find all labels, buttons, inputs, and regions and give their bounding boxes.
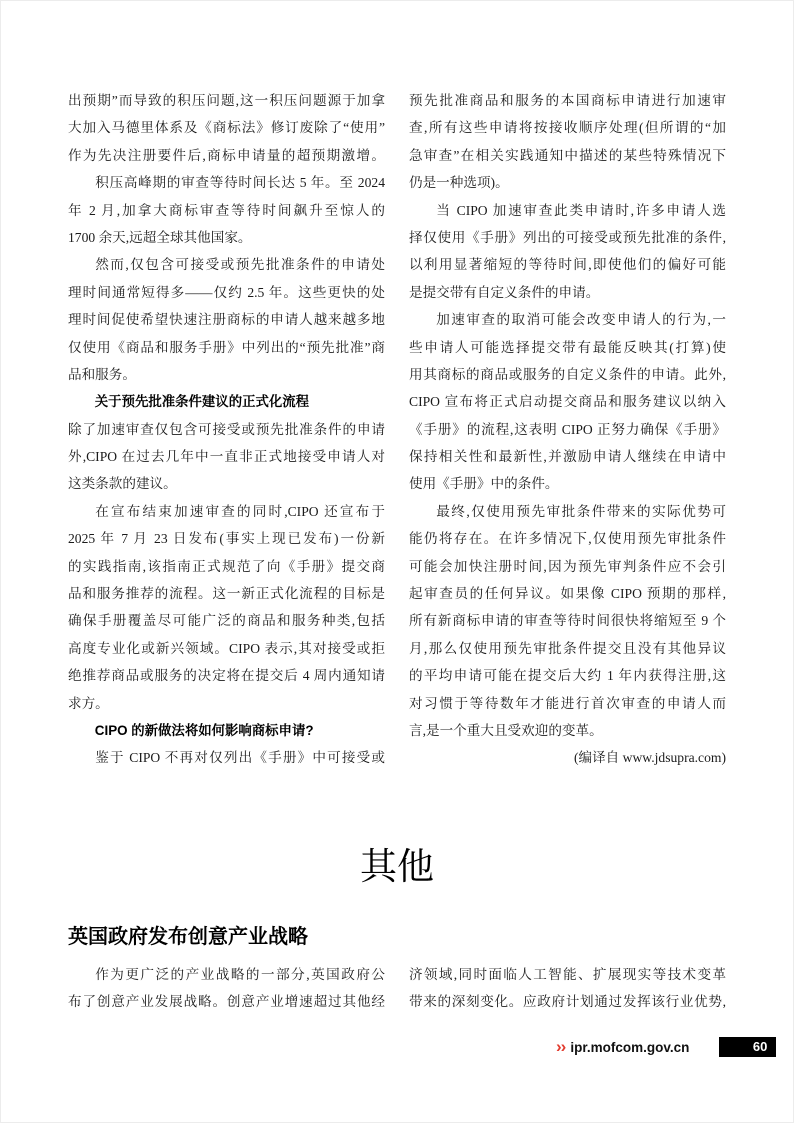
text-line: 然而,仅包含可接受或预先批准条件的申请处 — [95, 257, 385, 273]
text-line: 保持相关性和最新性,并激励申请人继续在申请中 — [409, 449, 726, 465]
text-line: 言,是一个重大且受欢迎的变革。 — [409, 722, 603, 738]
text-line: 急审查”在相关实践通知中描述的某些特殊情况下 — [409, 147, 726, 163]
text-line: 大加入马德里体系及《商标法》修订废除了“使用” — [68, 120, 385, 136]
text-line: 作为更广泛的产业战略的一部分,英国政府公 — [95, 967, 385, 982]
text-line: 确保手册覆盖尽可能广泛的商品和服务种类,包括 — [68, 613, 385, 629]
text-line: 最终,仅使用预先审批条件带来的实际优势可 — [436, 503, 726, 519]
text-line: 查,所有这些申请将按接收顺序处理(但所谓的“加 — [409, 120, 726, 136]
text-line: 可能会加快注册时间,因为预先审判条件应不会引 — [409, 558, 726, 574]
text-line: 是提交带有自定义条件的申请。 — [409, 284, 600, 300]
text-line: 作为先决注册要件后,商标申请量的超预期激增。 — [68, 147, 385, 163]
footer-site-url: ipr.mofcom.gov.cn — [570, 1039, 690, 1055]
text-line: 2025 年 7 月 23 日发布(事实上现已发布)一份新 — [68, 531, 385, 547]
text-line: 对习惯于等待数年才能进行首次审查的申请人而 — [409, 695, 726, 711]
article2-right-column — [409, 961, 726, 1016]
article2-left-column — [68, 961, 385, 1016]
text-line: CIPO 宣布将正式启动提交商品和服务建议以纳入 — [409, 394, 726, 410]
text-line: 布了创意产业发展战略。创意产业增速超过其他经 — [68, 994, 385, 1010]
text-line: 除了加速审查仅包含可接受或预先批准条件的申请 — [68, 421, 385, 437]
text-line: 理时间通常短得多——仅约 2.5 年。这些更快的处 — [68, 284, 385, 300]
article-title-uk-creative-strategy: 英国政府发布创意产业战略 — [68, 926, 308, 948]
text-line: CIPO 的新做法将如何影响商标申请? — [94, 722, 314, 738]
text-line: 《手册》的流程,这表明 CIPO 正努力确保《手册》 — [409, 421, 726, 437]
text-line: 加速审查的取消可能会改变申请人的行为,一 — [436, 312, 726, 328]
article-uk-creative — [68, 961, 726, 1016]
article-canada-trademark — [68, 87, 726, 772]
text-line: 这类条款的建议。 — [68, 476, 177, 492]
text-line: 择仅使用《手册》列出的可接受或预先批准的条件, — [409, 229, 726, 245]
double-chevron-right-icon: ›› — [556, 1037, 566, 1056]
text-line: 出预期”而导致的积压问题,这一积压问题源于加拿 — [68, 93, 385, 108]
text-line: 外,CIPO 在过去几年中一直非正式地接受申请人对 — [68, 449, 385, 465]
text-line: 关于预先批准条件建议的正式化流程 — [94, 394, 310, 410]
text-line: 的实践指南,该指南正式规范了向《手册》提交商 — [68, 558, 385, 574]
page-footer — [556, 1036, 776, 1058]
section-heading-other: 其他 — [360, 846, 434, 887]
text-line: 积压高峰期的审查等待时间长达 5 年。至 2024 — [95, 175, 385, 191]
text-line: (编译自 www.jdsupra.com) — [573, 750, 726, 766]
text-line: 能仍将存在。在许多情况下,仅使用预先审批条件 — [409, 531, 726, 547]
text-line: 以利用显著缩短的等待时间,即使他们的偏好可能 — [409, 257, 726, 273]
text-line: 在宣布结束加速审查的同时,CIPO 还宣布于 — [95, 503, 385, 519]
text-line: 所有新商标申请的审查等待时间很快将缩短至 9 个 — [409, 613, 726, 629]
text-line: 品和服务推荐的流程。这一新正式化流程的目标是 — [68, 586, 385, 602]
text-line: 仅使用《商品和服务手册》中列出的“预先批准”商 — [68, 339, 385, 355]
text-line: 理时间促使希望快速注册商标的申请人越来越多地 — [68, 312, 385, 328]
text-line: 月,那么仅使用预先审批条件提交且没有其他异议 — [409, 640, 726, 656]
text-line: 1700 余天,远超全球其他国家。 — [68, 229, 252, 245]
text-line: 济领域,同时面临人工智能、扩展现实等技术变革 — [409, 967, 726, 982]
text-line: 鉴于 CIPO 不再对仅列出《手册》中可接受或 — [95, 750, 385, 766]
text-line: 年 2 月,加拿大商标审查等待时间飙升至惊人的 — [68, 202, 385, 218]
text-line: 仍是一种选项)。 — [409, 175, 509, 191]
text-line: 带来的深刻变化。应政府计划通过发挥该行业优势, — [409, 994, 726, 1010]
page-number-badge: 60 — [719, 1037, 776, 1057]
text-line: 的平均申请可能在提交后大约 1 年内获得注册,这 — [409, 668, 726, 684]
text-line: 绝推荐商品或服务的决定将在提交后 4 周内通知请 — [68, 668, 385, 684]
text-line: 预先批准商品和服务的本国商标申请进行加速审 — [409, 93, 726, 108]
text-line: 品和服务。 — [68, 366, 136, 382]
text-line: 使用《手册》中的条件。 — [409, 476, 559, 492]
article1-right-column — [409, 87, 726, 772]
text-line: 用其商标的商品或服务的自定义条件的申请。此外, — [409, 366, 726, 382]
article1-left-column — [68, 87, 385, 772]
text-line: 求方。 — [68, 695, 109, 711]
text-line: 些申请人可能选择提交带有最能反映其(打算)使 — [409, 339, 726, 355]
text-line: 高度专业化或新兴领域。CIPO 表示,其对接受或拒 — [68, 640, 385, 656]
text-line: 当 CIPO 加速审查此类申请时,许多申请人选 — [436, 202, 726, 218]
text-line: 起审查员的任何异议。如果像 CIPO 预期的那样, — [409, 586, 726, 602]
